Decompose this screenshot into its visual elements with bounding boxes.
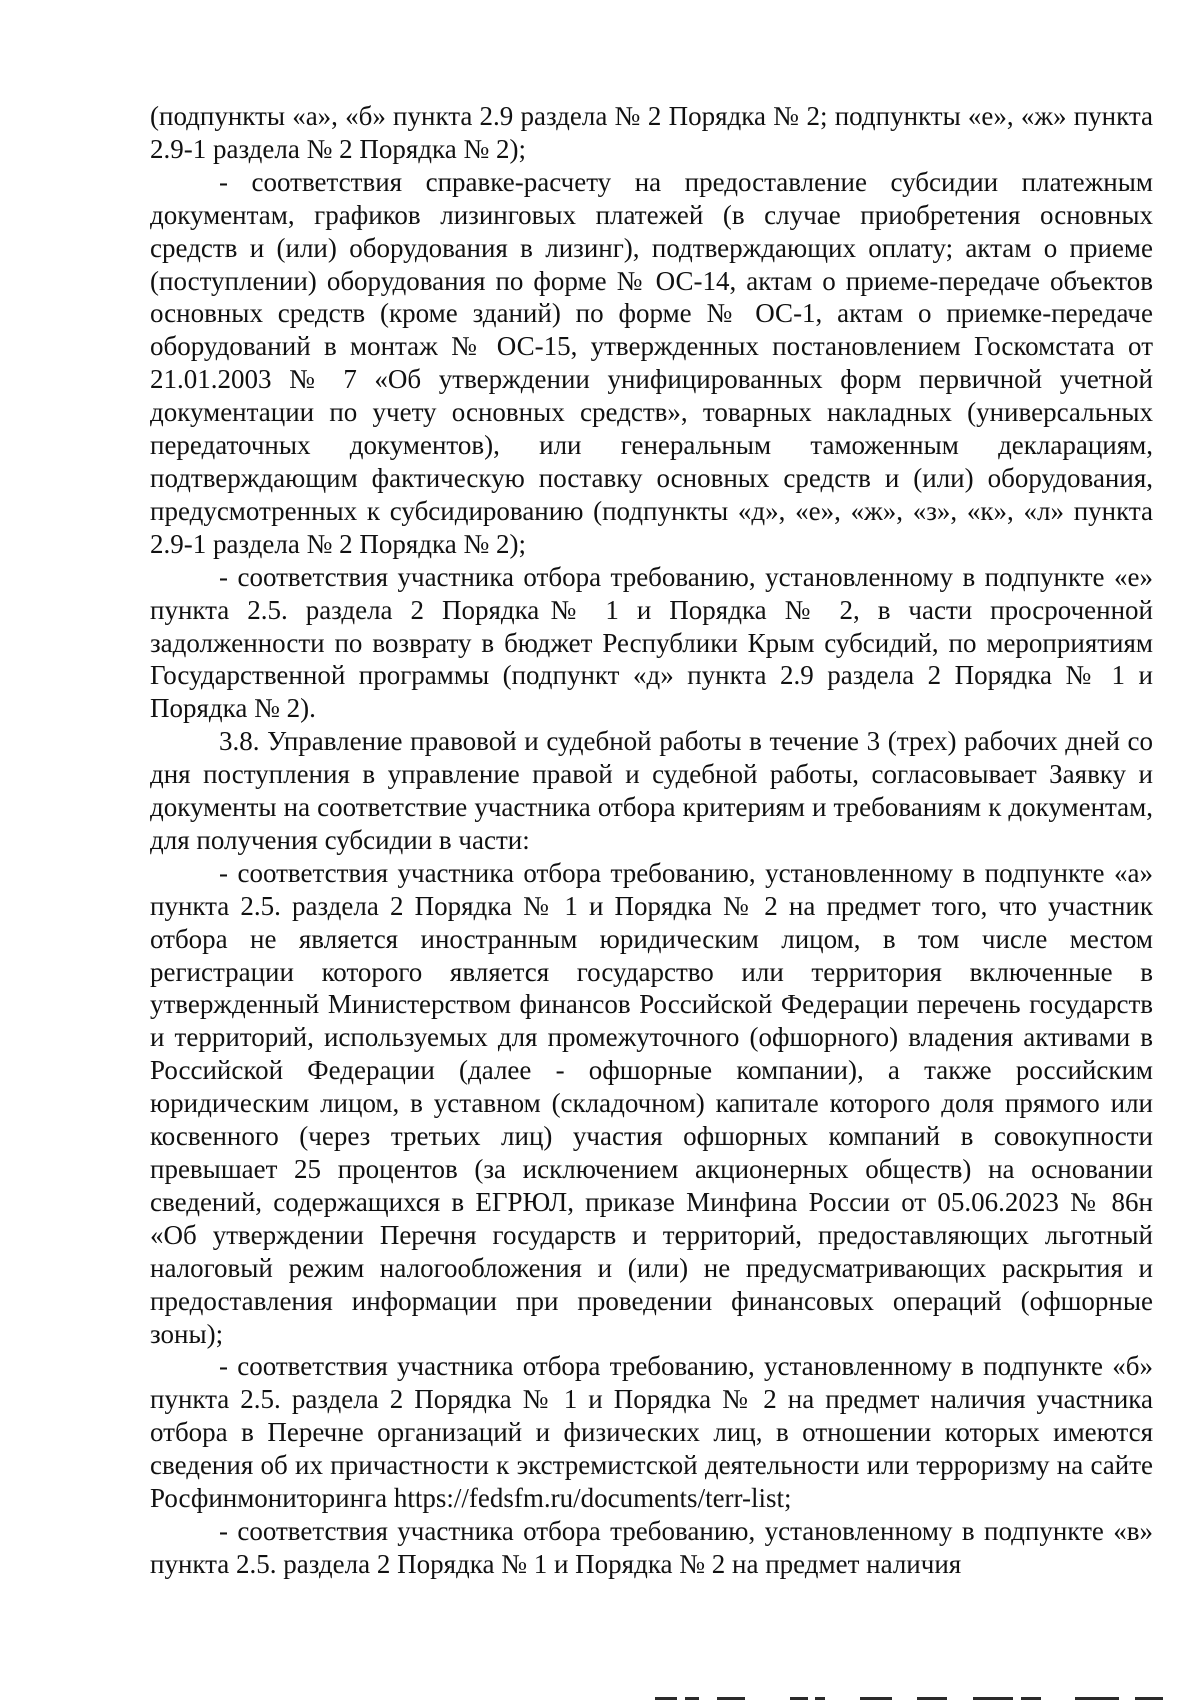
paragraph-extremism-list: - соответствия участника отбора требованию, установленному в подпункте «б» пункта 2.5. раздела 2 Порядка № 1 и Порядка № 2 на предмет наличия участника отбора в Перечне организаций и физических лиц, в отношении которых имеются сведения об их причастности к экстремистской деятельности или терроризму на сайте Росфинмониторинга https://fedsfm.ru/documents/terr-list; xyxy=(150,1351,1153,1514)
paragraph-section-3-8: 3.8. Управление правовой и судебной работы в течение 3 (трех) рабочих дней со дня поступления в управление правой и судебной работы, согласовывает Заявку и документы на соответствие участника отбора критериям и требованиям к документам, для получения субсидии в части: xyxy=(150,726,1153,855)
paragraph-requirement-v: - соответствия участника отбора требованию, установленному в подпункте «в» пункта 2.5. раздела 2 Порядка № 1 и Порядка № 2 на предмет наличия xyxy=(150,1515,1153,1579)
paragraph-offshore-requirement: - соответствия участника отбора требованию, установленному в подпункте «а» пункта 2.5. раздела 2 Порядка № 1 и Порядка № 2 на предмет того, что участник отбора не является иностранным юридическим лицом, в том числе местом регистрации которого является государство или территория включенные в утвержденный Министерством финансов Российской Федерации перечень государств и территорий, используемых для промежуточного (офшорного) владения активами в Российской Федерации (далее - офшорные компании), а также российским юридическим лицом, в уставном (складочном) капитале которого доля прямого или косвенного (через третьих лиц) участия офшорных компаний в совокупности превышает 25 процентов (за исключением акционерных обществ) на основании сведений, содержащихся в ЕГРЮЛ, приказе Минфина России от 05.06.2023 № 86н «Об утверждении Перечня государств и территорий, предоставляющих льготный налоговый режим налогообложения и (или) не предусматривающих раскрытия и предоставления информации при проведении финансовых операций (офшорные зоны); xyxy=(150,857,1153,1349)
paragraph-overdue-debt: - соответствия участника отбора требованию, установленному в подпункте «е» пункта 2.5. раздела 2 Порядка№ 1 и Порядка № 2, в части просроченной задолженности по возврату в бюджет Республики Крым субсидий, по мероприятиям Государственной программы (подпункт «д» пункта 2.9 раздела 2 Порядка № 1 и Порядка № 2). xyxy=(150,561,1153,724)
document-body xyxy=(150,100,1153,1581)
paragraph-continuation: (подпункты «а», «б» пункта 2.9 раздела № 2 Порядка № 2; подпункты «е», «ж» пункта 2.9-1 раздела № 2 Порядка № 2); xyxy=(150,101,1153,164)
paragraph-payment-documents: - соответствия справке-расчету на предоставление субсидии платежным документам, графиков лизинговых платежей (в случае приобретения основных средств и (или) оборудования в лизинг), подтверждающих оплату; актам о приеме (поступлении) оборудования по форме № ОС-14, актам о приеме-передаче объектов основных средств (кроме зданий) по форме № ОС-1, актам о приемке-передаче оборудований в монтаж № ОС-15, утвержденных постановлением Госкомстата от 21.01.2003 № 7 «Об утверждении унифицированных форм первичной учетной документации по учету основных средств», товарных накладных (универсальных передаточных документов), или генеральным таможенным декларациям, подтверждающим фактическую поставку основных средств и (или) оборудования, предусмотренных к субсидированию (подпункты «д», «е», «ж», «з», «к», «л» пункта 2.9-1 раздела № 2 Порядка № 2); xyxy=(150,166,1153,559)
scan-footer-marks xyxy=(655,1697,1165,1703)
